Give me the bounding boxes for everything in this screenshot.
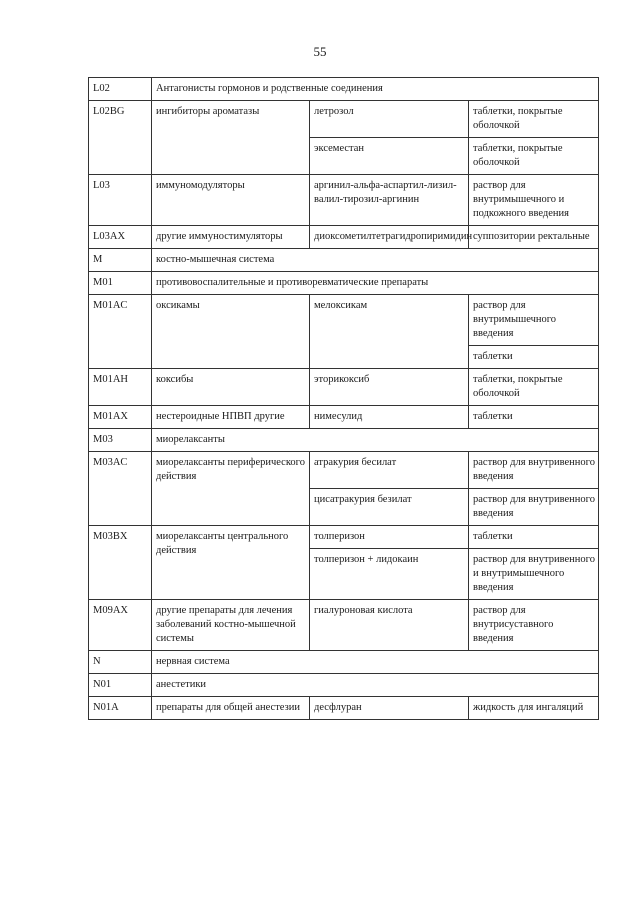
- drug-name-cell: толперизон + лидокаин: [310, 549, 469, 600]
- drug-name-cell: эксеместан: [310, 138, 469, 175]
- dosage-form-cell: раствор для внутрисуставного введения: [469, 600, 599, 651]
- atc-code-cell: L02: [89, 78, 152, 101]
- drug-name-cell: мелоксикам: [310, 295, 469, 369]
- drug-name-cell: толперизон: [310, 526, 469, 549]
- atc-code-cell: M01AX: [89, 406, 152, 429]
- table-row: [89, 600, 599, 651]
- drug-name-cell: эторикоксиб: [310, 369, 469, 406]
- dosage-form-cell: таблетки, покрытые оболочкой: [469, 101, 599, 138]
- atc-code-cell: M03AC: [89, 452, 152, 526]
- group-name-cell: коксибы: [152, 369, 310, 406]
- atc-code-cell: N01: [89, 674, 152, 697]
- table-row: [89, 406, 599, 429]
- group-name-cell: другие препараты для лечения заболеваний костно-мышечной системы: [152, 600, 310, 651]
- atc-code-cell: M03: [89, 429, 152, 452]
- page-number: 55: [313, 44, 327, 59]
- section-row: [89, 78, 599, 101]
- dosage-form-cell: раствор для внутримышечного введения: [469, 295, 599, 346]
- atc-code-cell: M01AH: [89, 369, 152, 406]
- group-name-cell: миорелаксанты: [152, 429, 599, 452]
- atc-code-cell: M01AC: [89, 295, 152, 369]
- group-name-cell: Антагонисты гормонов и родственные соединения: [152, 78, 599, 101]
- dosage-form-cell: раствор для внутримышечного и подкожного введения: [469, 175, 599, 226]
- dosage-form-cell: раствор для внутривенного и внутримышечного введения: [469, 549, 599, 600]
- section-row: [89, 429, 599, 452]
- table-row: [89, 697, 599, 720]
- atc-code-cell: M03BX: [89, 526, 152, 600]
- drug-classification-table: [88, 77, 599, 720]
- drug-name-cell: атракурия бесилат: [310, 452, 469, 489]
- drug-name-cell: цисатракурия безилат: [310, 489, 469, 526]
- atc-code-cell: L03: [89, 175, 152, 226]
- table-row: [89, 452, 599, 489]
- table-row: [89, 295, 599, 346]
- drug-name-cell: гиалуроновая кислота: [310, 600, 469, 651]
- table-body: [89, 78, 599, 720]
- table-row: [89, 101, 599, 138]
- group-name-cell: другие иммуностимуляторы: [152, 226, 310, 249]
- section-row: [89, 272, 599, 295]
- group-name-cell: нестероидные НПВП другие: [152, 406, 310, 429]
- table-row: [89, 369, 599, 406]
- dosage-form-cell: таблетки, покрытые оболочкой: [469, 369, 599, 406]
- dosage-form-cell: таблетки, покрытые оболочкой: [469, 138, 599, 175]
- atc-code-cell: L02BG: [89, 101, 152, 175]
- dosage-form-cell: жидкость для ингаляций: [469, 697, 599, 720]
- table-row: [89, 175, 599, 226]
- atc-code-cell: M01: [89, 272, 152, 295]
- dosage-form-cell: суппозитории ректальные: [469, 226, 599, 249]
- dosage-form-cell: таблетки: [469, 406, 599, 429]
- group-name-cell: нервная система: [152, 651, 599, 674]
- atc-code-cell: N01A: [89, 697, 152, 720]
- drug-name-cell: нимесулид: [310, 406, 469, 429]
- group-name-cell: анестетики: [152, 674, 599, 697]
- drug-name-cell: диоксометилтетрагидропиримидин: [310, 226, 469, 249]
- drug-name-cell: десфлуран: [310, 697, 469, 720]
- atc-code-cell: M: [89, 249, 152, 272]
- dosage-form-cell: раствор для внутривенного введения: [469, 452, 599, 489]
- atc-code-cell: N: [89, 651, 152, 674]
- dosage-form-cell: таблетки: [469, 346, 599, 369]
- atc-code-cell: M09AX: [89, 600, 152, 651]
- drug-name-cell: аргинил-альфа-аспартил-лизил-валил-тирозил-аргинин: [310, 175, 469, 226]
- group-name-cell: оксикамы: [152, 295, 310, 369]
- group-name-cell: иммуномодуляторы: [152, 175, 310, 226]
- group-name-cell: миорелаксанты периферического действия: [152, 452, 310, 526]
- table-row: [89, 226, 599, 249]
- group-name-cell: костно-мышечная система: [152, 249, 599, 272]
- section-row: [89, 651, 599, 674]
- table-row: [89, 526, 599, 549]
- dosage-form-cell: таблетки: [469, 526, 599, 549]
- group-name-cell: противовоспалительные и противоревматические препараты: [152, 272, 599, 295]
- drug-name-cell: летрозол: [310, 101, 469, 138]
- section-row: [89, 674, 599, 697]
- atc-code-cell: L03AX: [89, 226, 152, 249]
- group-name-cell: ингибиторы ароматазы: [152, 101, 310, 175]
- dosage-form-cell: раствор для внутривенного введения: [469, 489, 599, 526]
- section-row: [89, 249, 599, 272]
- group-name-cell: препараты для общей анестезии: [152, 697, 310, 720]
- group-name-cell: миорелаксанты центрального действия: [152, 526, 310, 600]
